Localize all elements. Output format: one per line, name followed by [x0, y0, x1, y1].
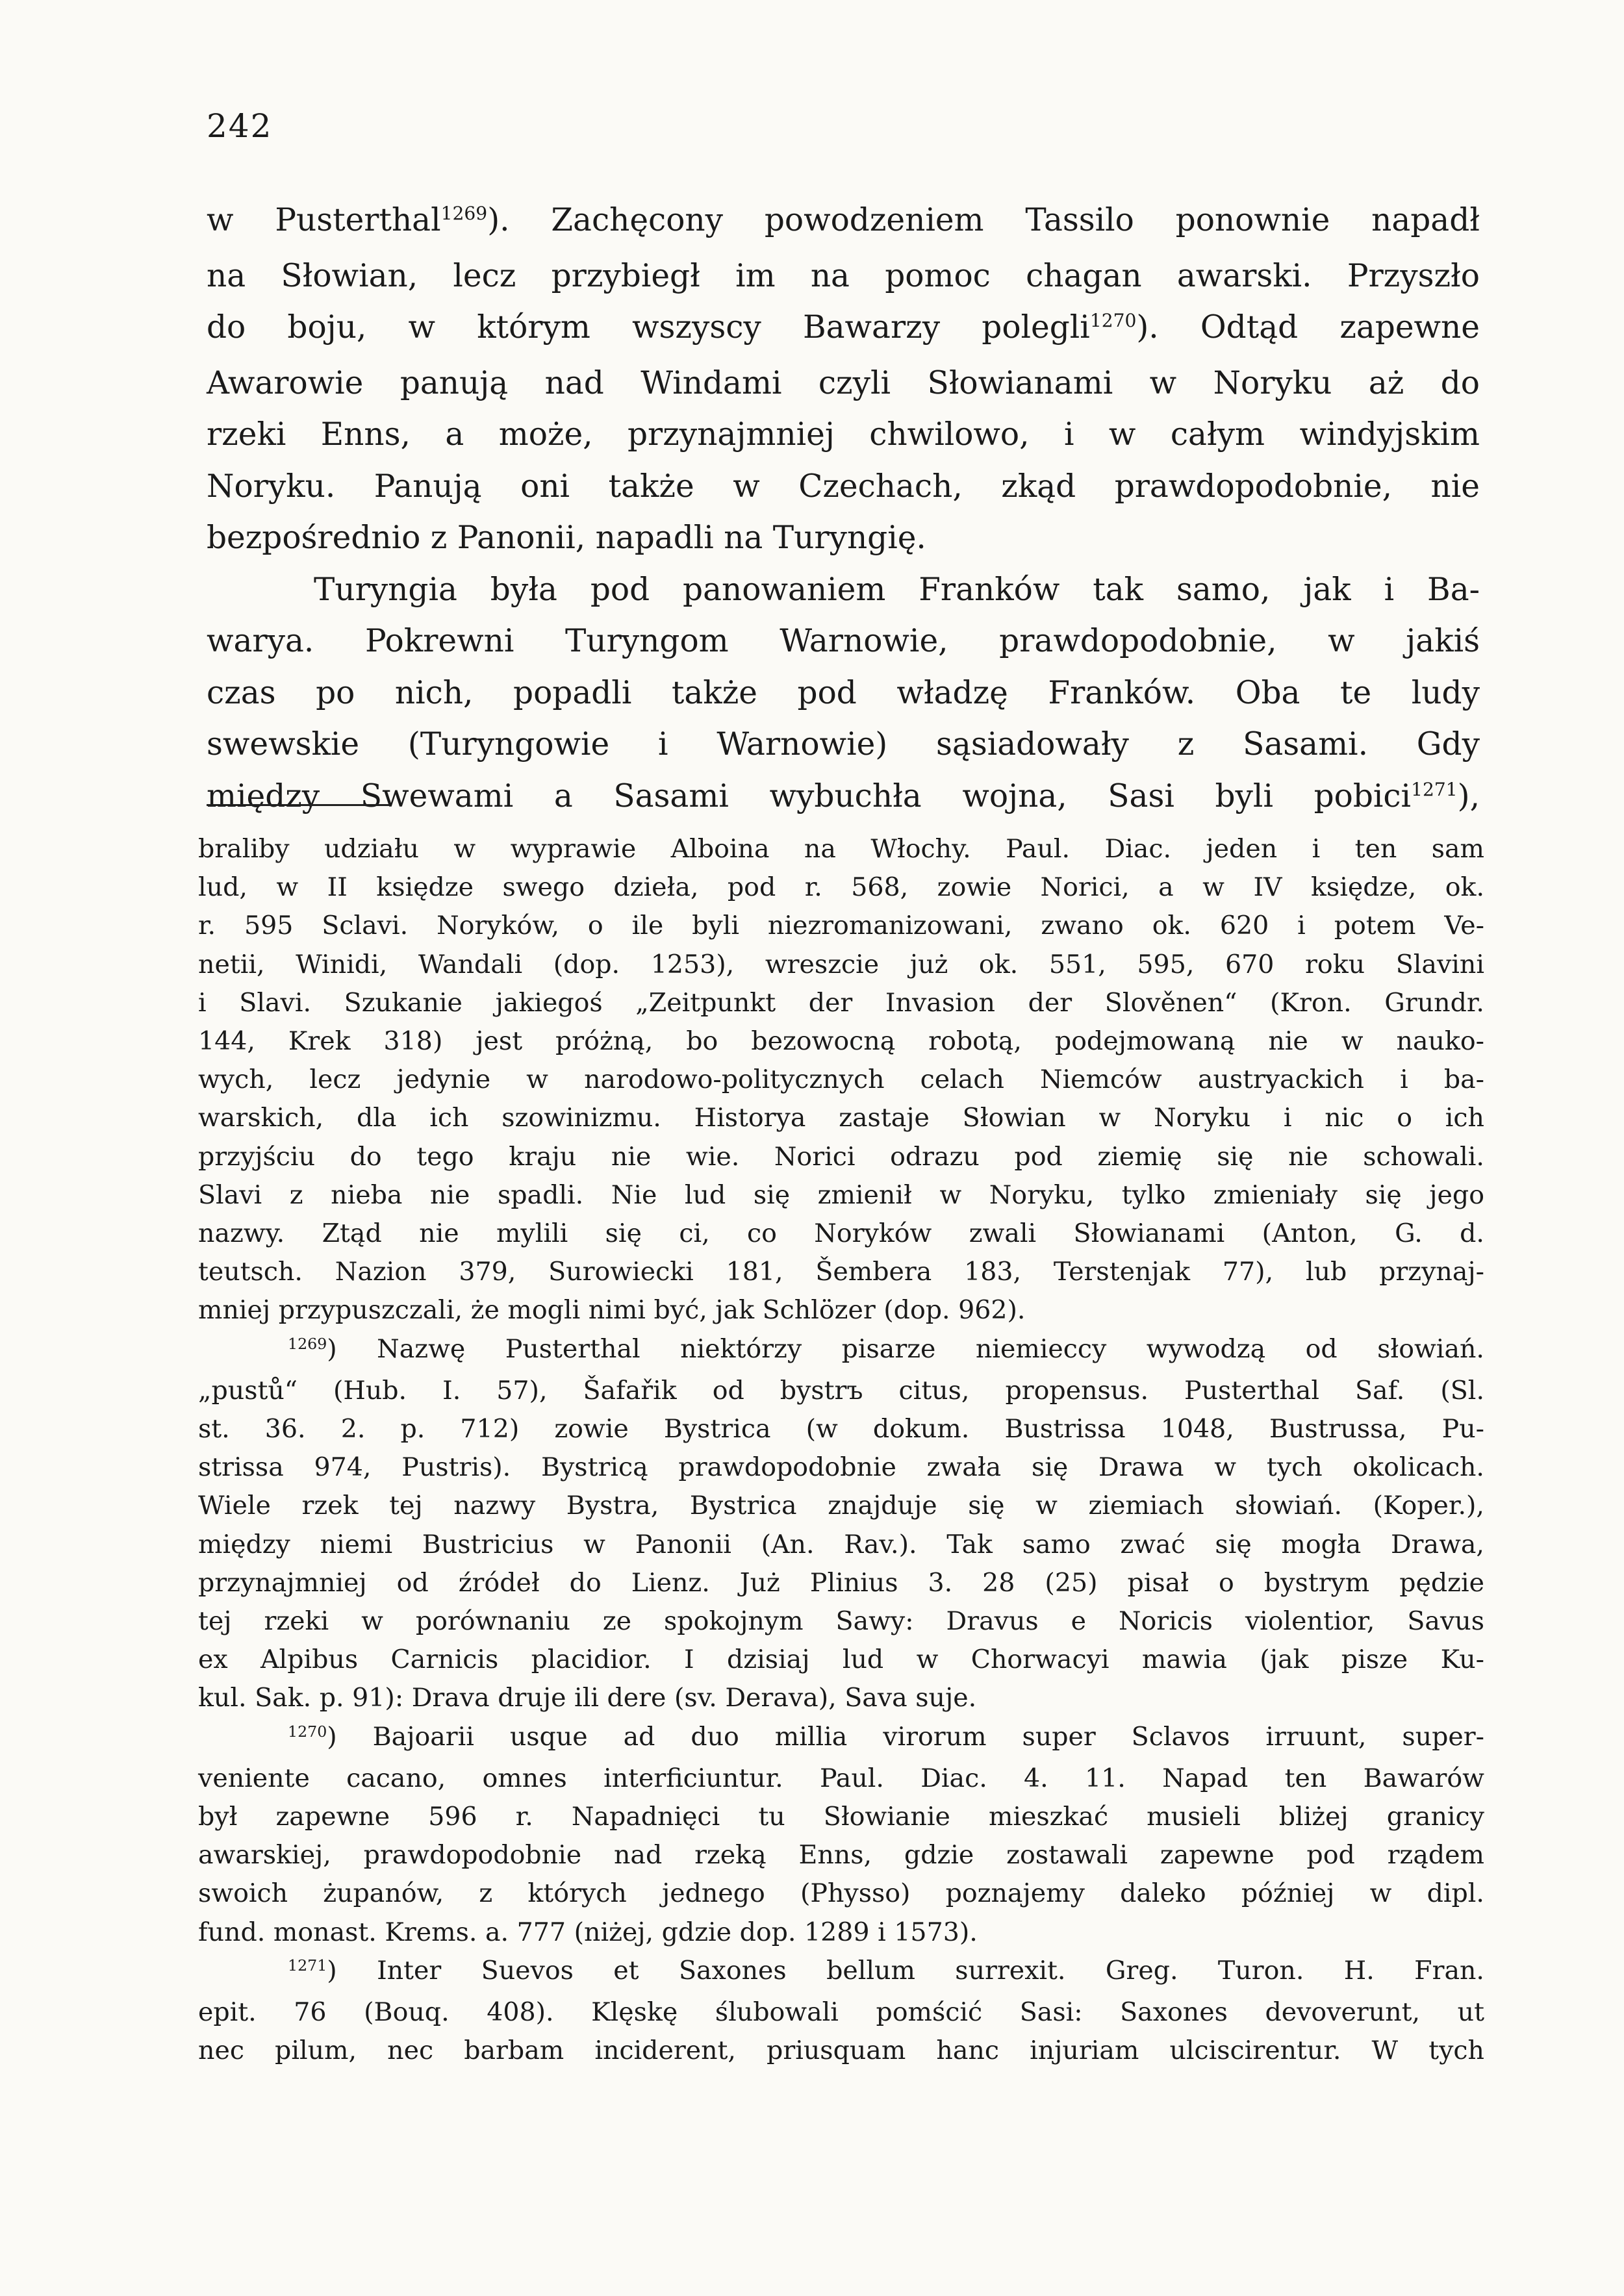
footnote-line: mniej przypuszczali, że mogli nimi być, jak Schlözer (dop. 962). — [198, 1295, 1026, 1326]
footnote-line: i Slavi. Szukanie jakiegoś „Zeitpunkt der Invasion der Slověnen“ (Kron. Grundr. — [198, 987, 1484, 1018]
text-line: bezpośrednio z Panonii, napadli na Turyngię. — [207, 520, 926, 556]
footnote-line: ex Alpibus Carnicis placidior. I dzisiaj lud w Chorwacyi mawia (jak pisze Ku- — [198, 1645, 1484, 1675]
footnote-line: był zapewne 596 r. Napadnięci tu Słowianie mieszkać musieli bliżej granicy — [198, 1802, 1484, 1832]
text-line: rzeki Enns, a może, przynajmniej chwilowo, i w całym windyjskim — [207, 416, 1480, 453]
footnote-line: teutsch. Nazion 379, Surowiecki 181, Šembera 183, Terstenjak 77), lub przynaj- — [198, 1257, 1484, 1287]
footnote-line: warskich, dla ich szowinizmu. Historya zastaje Słowian w Noryku i nic o ich — [198, 1103, 1484, 1133]
footnote-line: przyjściu do tego kraju nie wie. Norici odrazu pod ziemię się nie schowali. — [198, 1141, 1484, 1172]
footnote-line: st. 36. 2. p. 712) zowie Bystrica (w dokum. Bustrissa 1048, Bustrussa, Pu- — [198, 1414, 1484, 1444]
footnote-line: „pustů“ (Hub. I. 57), Šafařik od bystrъ citus, propensus. Pusterthal Saf. (Sl. — [198, 1375, 1484, 1406]
footnote-ref: 1269 — [440, 203, 488, 225]
footnote-line: tej rzeki w porównaniu ze spokojnym Sawy: Dravus e Noricis violentior, Savus — [198, 1606, 1484, 1637]
footnote-line: netii, Winidi, Wandali (dop. 1253), wreszcie już ok. 551, 595, 670 roku Slavini — [198, 949, 1484, 979]
footnotes — [198, 830, 1484, 2071]
footnote-line: $^{1271}$) Inter Suevos et Saxones bellum surrexit. Greg. Turon. H. Fran. — [288, 1955, 1484, 1986]
footnote-line: Slavi z nieba nie spadli. Nie lud się zmienił w Noryku, tylko zmieniały się jego — [198, 1180, 1484, 1210]
footnote-number: 1269 — [288, 1334, 327, 1353]
text-line: Turyngia była pod panowaniem Franków tak samo, jak i Ba- — [314, 571, 1480, 608]
footnote-line: wych, lecz jedynie w narodowo-politycznych celach Niemców austryackich i ba- — [198, 1065, 1484, 1095]
text-line: do boju, w którym wszyscy Bawarzy polegli$^{1270}$). Odtąd zapewne — [207, 309, 1480, 346]
footnote-line: przynajmniej od źródeł do Lienz. Już Plinius 3. 28 (25) pisał o bystrym pędzie — [198, 1567, 1484, 1598]
footnote-line: nec pilum, nec barbam inciderent, priusquam hanc injuriam ulciscirentur. W tych — [198, 2036, 1484, 2066]
footnote-divider — [207, 804, 390, 806]
footnote-ref: 1271 — [1411, 778, 1458, 800]
footnote-line: $^{1270}$) Bajoarii usque ad duo millia virorum super Sclavos irruunt, super- — [288, 1721, 1484, 1752]
footnote-line: veniente cacano, omnes interficiuntur. Paul. Diac. 4. 11. Napad ten Bawarów — [198, 1763, 1484, 1793]
footnote-1271 — [198, 1952, 1484, 2071]
text-line: Noryku. Panują oni także w Czechach, zkąd prawdopodobnie, nie — [207, 468, 1480, 505]
footnote-line: swoich żupanów, z których jednego (Physso) poznajemy daleko później w dipl. — [198, 1878, 1484, 1909]
main-text — [207, 195, 1480, 826]
footnote-line: epit. 76 (Bouq. 408). Klęskę ślubowali pomścić Sasi: Saxones devoverunt, ut — [198, 1997, 1484, 2028]
footnote-1269 — [198, 1330, 1484, 1718]
text-line: czas po nich, popadli także pod władzę Franków. Oba te ludy — [207, 674, 1480, 711]
text-line: Awarowie panują nad Windami czyli Słowianami w Noryku aż do — [207, 364, 1480, 401]
footnote-line: kul. Sak. p. 91): Drava druje ili dere (sv. Derava), Sava suje. — [198, 1683, 977, 1713]
footnote-1270 — [198, 1718, 1484, 1952]
footnote-line: braliby udziału w wyprawie Alboina na Włochy. Paul. Diac. jeden i ten sam — [198, 834, 1484, 864]
footnote-line: między niemi Bustricius w Panonii (An. Rav.). Tak samo zwać się mogła Drawa, — [198, 1529, 1484, 1559]
footnote-line: Wiele rzek tej nazwy Bystra, Bystrica znajduje się w ziemiach słowiań. (Koper.), — [198, 1491, 1484, 1521]
footnote-line: r. 595 Sclavi. Noryków, o ile byli niezromanizowani, zwano ok. 620 i potem Ve- — [198, 911, 1484, 941]
footnote-line: 144, Krek 318) jest próżną, bo bezowocną robotą, podejmowaną nie w nauko- — [198, 1026, 1484, 1057]
text-line: między Swewami a Sasami wybuchła wojna, Sasi byli pobici$^{1271}$), — [207, 777, 1480, 814]
footnote-line: lud, w II księdze swego dzieła, pod r. 568, zowie Norici, a w IV księdze, ok. — [198, 872, 1484, 903]
page-number: 242 — [207, 107, 273, 145]
footnote-ref: 1270 — [1089, 310, 1137, 332]
footnote-number: 1271 — [288, 1956, 327, 1974]
footnote-line: awarskiej, prawdopodobnie nad rzeką Enns, gdzie zostawali zapewne pod rządem — [198, 1840, 1484, 1871]
footnote-line: $^{1269}$) Nazwę Pusterthal niektórzy pisarze niemieccy wywodzą od słowiań. — [288, 1333, 1484, 1364]
text-line: warya. Pokrewni Turyngom Warnowie, prawdopodobnie, w jakiś — [207, 623, 1480, 659]
footnote-line: nazwy. Ztąd nie mylili się ci, co Noryków zwali Słowianami (Anton, G. d. — [198, 1218, 1484, 1249]
footnote-number: 1270 — [288, 1722, 327, 1741]
text-line: na Słowian, lecz przybiegł im na pomoc chagan awarski. Przyszło — [207, 257, 1480, 294]
text-line: w Pusterthal$^{1269}$). Zachęcony powodzeniem Tassilo ponownie napadł — [207, 202, 1480, 238]
footnote-continued — [198, 830, 1484, 1330]
footnote-line: strissa 974, Pustris). Bystricą prawdopodobnie zwała się Drawa w tych okolicach. — [198, 1452, 1484, 1483]
footnote-line: fund. monast. Krems. a. 777 (niżej, gdzie dop. 1289 i 1573). — [198, 1917, 978, 1947]
text-line: swewskie (Turyngowie i Warnowie) sąsiadowały z Sasami. Gdy — [207, 726, 1480, 763]
